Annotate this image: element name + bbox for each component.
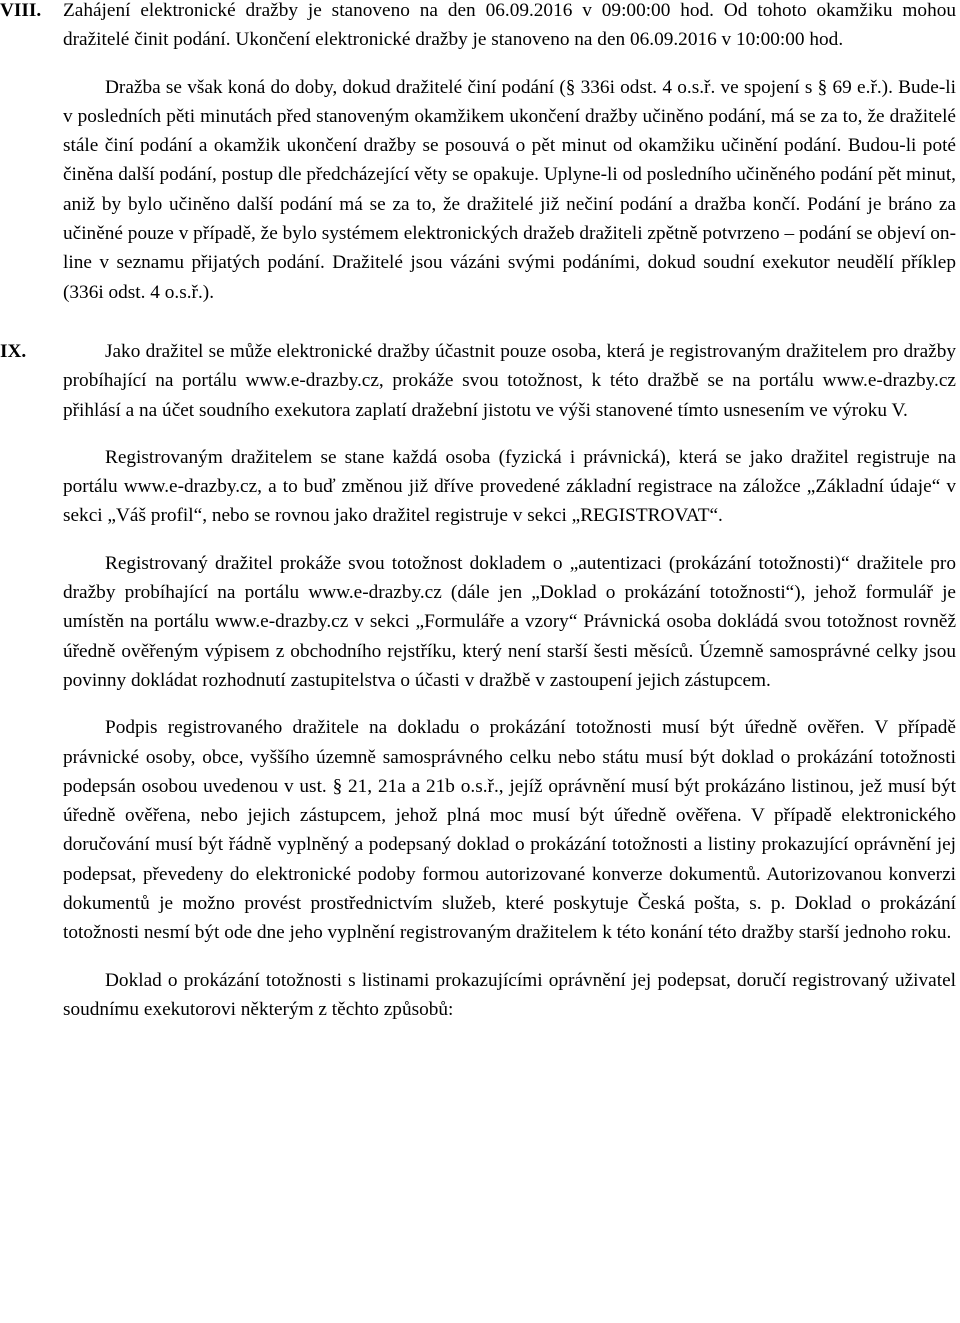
paragraph-signature-verification: Podpis registrovaného dražitele na dokladu o prokázání totožnosti musí být úředně ověřen. V případě právnické osoby, obce, vyššího územně samosprávného celku nebo státu musí být doklad o prokázání totožnosti podepsán osobou uvedenou v ust. § 21, 21a a 21b o.s.ř., jejíž oprávnění musí být prokázáno listinou, jež musí být úředně ověřena, nebo jejich zástupcem, jehož plná moc musí být úředně ověřena. V případě elektronického doručování musí být řádně vyplněný a podepsaný doklad o prokázání totožnosti a listiny prokazující oprávnění jej podepsat, převedeny do elektronické podoby formou autorizované konverze dokumentů. Autorizovanou konverzi dokumentů je možno provést prostřednictvím služeb, které poskytuje Česká pošta, s. p. Doklad o prokázání totožnosti nesmí být ode dne jeho vyplnění registrovaným dražitelem k této konání této dražby starší jednoho roku.: [63, 717, 956, 944]
paragraph-auction-start: Zahájení elektronické dražby je stanoveno na den 06.09.2016 v 09:00:00 hod. Od tohoto okamžiku mohou dražitelé činit podání. Ukončení elektronické dražby je stanoveno na den 06.09.2016 v 10:00:00 hod.: [63, 0, 956, 51]
section-number: IX.: [0, 340, 27, 362]
paragraph-auction-duration: Dražba se však koná do doby, dokud dražitelé činí podání (§ 336i odst. 4 o.s.ř. ve spojení s § 69 e.ř.). Bude-li v posledních pěti minutách před stanoveným okamžikem ukončení dražby učiněno podání, má se za to, že dražitelé stále činí podání a okamžik ukončení dražby se posouvá o pět minut od okamžiku učinění podání. Budou-li poté činěna další podání, postup dle předcházející věty se opakuje. Uplyne-li od posledního učiněného podání pět minut, aniž by bylo učiněno další podání má se za to, že dražitelé již nečiní podání a dražba končí. Podání je bráno za učiněné pouze v případě, že bylo systémem elektronických dražeb dražiteli zpětně potvrzeno – podání se objeví on-line v seznamu přijatých podání. Dražitelé jsou vázáni svými podáními, dokud soudní exekutor neudělí příklep (336i odst. 4 o.s.ř.).: [63, 76, 956, 303]
paragraph-delivery-methods: Doklad o prokázání totožnosti s listinami prokazujícími oprávnění jej podepsat, doručí registrovaný uživatel soudnímu exekutorovi některým z těchto způsobů:: [63, 969, 956, 1020]
section-viii: [0, 0, 960, 307]
section-ix: [0, 337, 960, 1024]
section-number: VIII.: [0, 0, 42, 21]
paragraph-bidder-eligibility: Jako dražitel se může elektronické dražby účastnit pouze osoba, která je registrovaným dražitelem pro dražby probíhající na portálu www.e-drazby.cz, prokáže svou totožnost, k této dražbě se na portálu www.e-drazby.cz přihlásí a na účet soudního exekutora zaplatí dražební jistotu ve výši stanovené tímto usnesením ve výroku V.: [63, 340, 956, 421]
paragraph-identity-proof: Registrovaný dražitel prokáže svou totožnost dokladem o „autentizaci (prokázání totožnosti)“ dražitele pro dražby probíhající na portálu www.e-drazby.cz (dále jen „Doklad o prokázání totožnosti“), jehož formulář je umístěn na portálu www.e-drazby.cz v sekci „Formuláře a vzory“ Právnická osoba dokládá svou totožnost rovněž úředně ověřeným výpisem z obchodního rejstříku, který není starší šesti měsíců. Územně samosprávné celky jsou povinny dokládat rozhodnutí zastupitelstva o účasti v dražbě v zastoupení jejich zástupcem.: [63, 552, 956, 691]
paragraph-registration: Registrovaným dražitelem se stane každá osoba (fyzická i právnická), která se jako dražitel registruje na portálu www.e-drazby.cz, a to buď změnou již dříve provedené základní registrace na záložce „Základní údaje“ v sekci „Váš profil“, nebo se rovnou jako dražitel registruje v sekci „REGISTROVAT“.: [63, 446, 956, 527]
